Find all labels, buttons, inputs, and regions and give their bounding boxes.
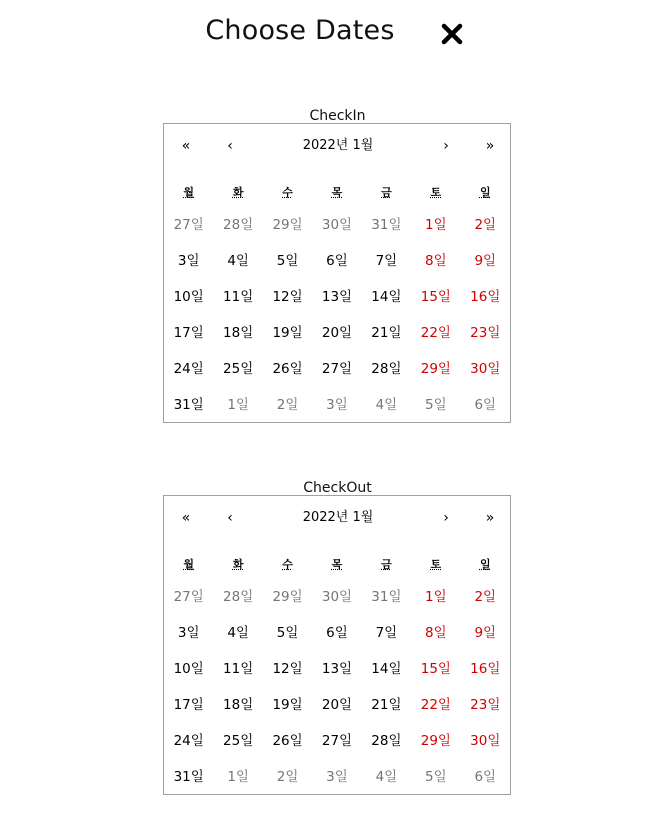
day-cell[interactable]: 20일 bbox=[321, 325, 353, 341]
day-cell[interactable]: 31일 bbox=[371, 589, 402, 605]
day-cell[interactable]: 28일 bbox=[223, 589, 254, 605]
month-label[interactable]: 2022년 1월 bbox=[302, 510, 374, 525]
day-cell[interactable]: 8일 bbox=[425, 625, 447, 641]
weekday bbox=[213, 556, 262, 576]
day-cell[interactable]: 14일 bbox=[371, 661, 402, 677]
day-cell[interactable]: 12일 bbox=[272, 661, 303, 677]
day-cell[interactable]: 13일 bbox=[321, 661, 353, 677]
day-cell[interactable]: 16일 bbox=[470, 661, 501, 677]
day-cell[interactable]: 27일 bbox=[173, 217, 204, 233]
day-cell[interactable]: 5일 bbox=[276, 625, 299, 641]
weekday bbox=[263, 556, 312, 576]
day-cell[interactable]: 28일 bbox=[371, 733, 402, 749]
day-cell[interactable]: 31일 bbox=[371, 217, 402, 233]
day-cell[interactable]: 25일 bbox=[223, 361, 254, 377]
weekday-label: 일 bbox=[479, 186, 491, 199]
prev-month-button[interactable]: ‹ bbox=[227, 138, 233, 154]
day-cell[interactable]: 3일 bbox=[326, 769, 348, 785]
month-label[interactable]: 2022년 1월 bbox=[302, 138, 374, 153]
weekday bbox=[164, 184, 213, 204]
day-cell[interactable]: 1일 bbox=[425, 589, 447, 605]
next-year-button[interactable]: » bbox=[485, 138, 495, 154]
weekday-label: 화 bbox=[232, 186, 244, 199]
weekday-label: 일 bbox=[479, 558, 491, 571]
day-cell[interactable]: 27일 bbox=[321, 361, 353, 377]
weekday-label: 금 bbox=[381, 186, 392, 199]
prev-year-button[interactable]: « bbox=[181, 510, 191, 526]
weekday bbox=[362, 184, 411, 204]
weekday-label: 금 bbox=[381, 558, 392, 571]
day-cell[interactable]: 21일 bbox=[371, 697, 402, 713]
prev-year-button[interactable]: « bbox=[181, 138, 191, 154]
day-cell[interactable]: 11일 bbox=[223, 289, 254, 305]
weekday bbox=[312, 184, 361, 204]
day-cell[interactable]: 3일 bbox=[326, 397, 348, 413]
weekday-label: 화 bbox=[232, 558, 244, 571]
day-cell[interactable]: 30일 bbox=[321, 589, 353, 605]
day-cell[interactable]: 12일 bbox=[272, 289, 303, 305]
day-cell[interactable]: 7일 bbox=[375, 625, 398, 641]
day-cell[interactable]: 10일 bbox=[173, 289, 204, 305]
day-cell[interactable]: 26일 bbox=[272, 733, 303, 749]
weekday-label: 목 bbox=[331, 186, 343, 199]
day-cell[interactable]: 24일 bbox=[173, 733, 204, 749]
day-cell[interactable]: 27일 bbox=[173, 589, 204, 605]
day-cell[interactable]: 30일 bbox=[470, 733, 501, 749]
calendar-navigation bbox=[164, 506, 510, 530]
day-cell[interactable]: 30일 bbox=[321, 217, 353, 233]
day-cell[interactable]: 24일 bbox=[173, 361, 204, 377]
day-cell[interactable]: 7일 bbox=[375, 253, 398, 269]
day-cell[interactable]: 17일 bbox=[173, 697, 204, 713]
day-cell[interactable]: 14일 bbox=[371, 289, 402, 305]
weekday-label: 수 bbox=[282, 558, 293, 571]
day-cell[interactable]: 30일 bbox=[470, 361, 501, 377]
day-cell[interactable]: 26일 bbox=[272, 361, 303, 377]
day-cell[interactable]: 18일 bbox=[223, 325, 254, 341]
weekday-label: 목 bbox=[331, 558, 343, 571]
weekday bbox=[263, 184, 312, 204]
day-cell[interactable]: 31일 bbox=[173, 397, 204, 413]
day-cell[interactable]: 6일 bbox=[474, 397, 497, 413]
day-cell[interactable]: 29일 bbox=[272, 589, 303, 605]
checkin-calendar bbox=[163, 123, 511, 423]
weekday bbox=[461, 184, 510, 204]
day-cell[interactable]: 23일 bbox=[470, 697, 501, 713]
next-month-button[interactable]: › bbox=[443, 510, 449, 526]
weekday bbox=[411, 184, 460, 204]
day-cell[interactable]: 16일 bbox=[470, 289, 501, 305]
day-cell[interactable]: 22일 bbox=[420, 325, 451, 341]
weekday bbox=[213, 184, 262, 204]
day-cell[interactable]: 9일 bbox=[474, 625, 497, 641]
weekday bbox=[312, 556, 361, 576]
day-cell[interactable]: 29일 bbox=[272, 217, 303, 233]
day-cell[interactable]: 2일 bbox=[276, 769, 299, 785]
day-cell[interactable]: 31일 bbox=[173, 769, 204, 785]
day-cell[interactable]: 29일 bbox=[420, 733, 451, 749]
day-cell[interactable]: 4일 bbox=[375, 397, 398, 413]
day-cell[interactable]: 17일 bbox=[173, 325, 204, 341]
day-cell[interactable]: 9일 bbox=[474, 253, 497, 269]
day-cell[interactable]: 2일 bbox=[474, 217, 497, 233]
day-cell[interactable]: 19일 bbox=[272, 325, 303, 341]
day-cell[interactable]: 5일 bbox=[425, 397, 447, 413]
day-cell[interactable]: 13일 bbox=[321, 289, 353, 305]
close-icon bbox=[441, 23, 463, 45]
day-cell[interactable]: 27일 bbox=[321, 733, 353, 749]
day-cell[interactable]: 23일 bbox=[470, 325, 501, 341]
page-title: Choose Dates bbox=[205, 15, 395, 46]
day-cell[interactable]: 10일 bbox=[173, 661, 204, 677]
day-cell[interactable]: 11일 bbox=[223, 661, 254, 677]
weekday bbox=[362, 556, 411, 576]
checkin-label: CheckIn bbox=[309, 108, 366, 124]
next-year-button[interactable]: » bbox=[485, 510, 495, 526]
day-cell[interactable]: 6일 bbox=[474, 769, 497, 785]
days-grid bbox=[164, 207, 510, 423]
day-cell[interactable]: 28일 bbox=[223, 217, 254, 233]
weekday-header bbox=[164, 184, 510, 204]
days-grid bbox=[164, 579, 510, 795]
checkout-calendar bbox=[163, 495, 511, 795]
day-cell[interactable]: 15일 bbox=[420, 661, 451, 677]
weekday-header bbox=[164, 556, 510, 576]
weekday bbox=[411, 556, 460, 576]
checkout-label: CheckOut bbox=[303, 480, 372, 496]
day-cell[interactable]: 2일 bbox=[474, 589, 497, 605]
day-cell[interactable]: 19일 bbox=[272, 697, 303, 713]
day-cell[interactable]: 5일 bbox=[276, 253, 299, 269]
close-button[interactable] bbox=[436, 18, 468, 50]
weekday-label: 수 bbox=[282, 186, 293, 199]
day-cell[interactable]: 8일 bbox=[425, 253, 447, 269]
day-cell[interactable]: 1일 bbox=[227, 769, 249, 785]
weekday-label: 월 bbox=[183, 186, 195, 199]
day-cell[interactable]: 28일 bbox=[371, 361, 402, 377]
prev-month-button[interactable]: ‹ bbox=[227, 510, 233, 526]
day-cell[interactable]: 18일 bbox=[223, 697, 254, 713]
day-cell[interactable]: 2일 bbox=[276, 397, 299, 413]
day-cell[interactable]: 1일 bbox=[425, 217, 447, 233]
weekday bbox=[164, 556, 213, 576]
next-month-button[interactable]: › bbox=[443, 138, 449, 154]
day-cell[interactable]: 6일 bbox=[326, 253, 348, 269]
weekday bbox=[461, 556, 510, 576]
day-cell[interactable]: 4일 bbox=[375, 769, 398, 785]
day-cell[interactable]: 4일 bbox=[227, 625, 249, 641]
day-cell[interactable]: 21일 bbox=[371, 325, 402, 341]
day-cell[interactable]: 20일 bbox=[321, 697, 353, 713]
day-cell[interactable]: 3일 bbox=[177, 253, 200, 269]
weekday-label: 토 bbox=[430, 186, 442, 199]
day-cell[interactable]: 22일 bbox=[420, 697, 451, 713]
calendar-navigation bbox=[164, 134, 510, 158]
day-cell[interactable]: 4일 bbox=[227, 253, 249, 269]
day-cell[interactable]: 6일 bbox=[326, 625, 348, 641]
day-cell[interactable]: 3일 bbox=[177, 625, 200, 641]
weekday-label: 토 bbox=[430, 558, 442, 571]
day-cell[interactable]: 5일 bbox=[425, 769, 447, 785]
day-cell[interactable]: 15일 bbox=[420, 289, 451, 305]
day-cell[interactable]: 1일 bbox=[227, 397, 249, 413]
weekday-label: 월 bbox=[183, 558, 195, 571]
day-cell[interactable]: 29일 bbox=[420, 361, 451, 377]
day-cell[interactable]: 25일 bbox=[223, 733, 254, 749]
